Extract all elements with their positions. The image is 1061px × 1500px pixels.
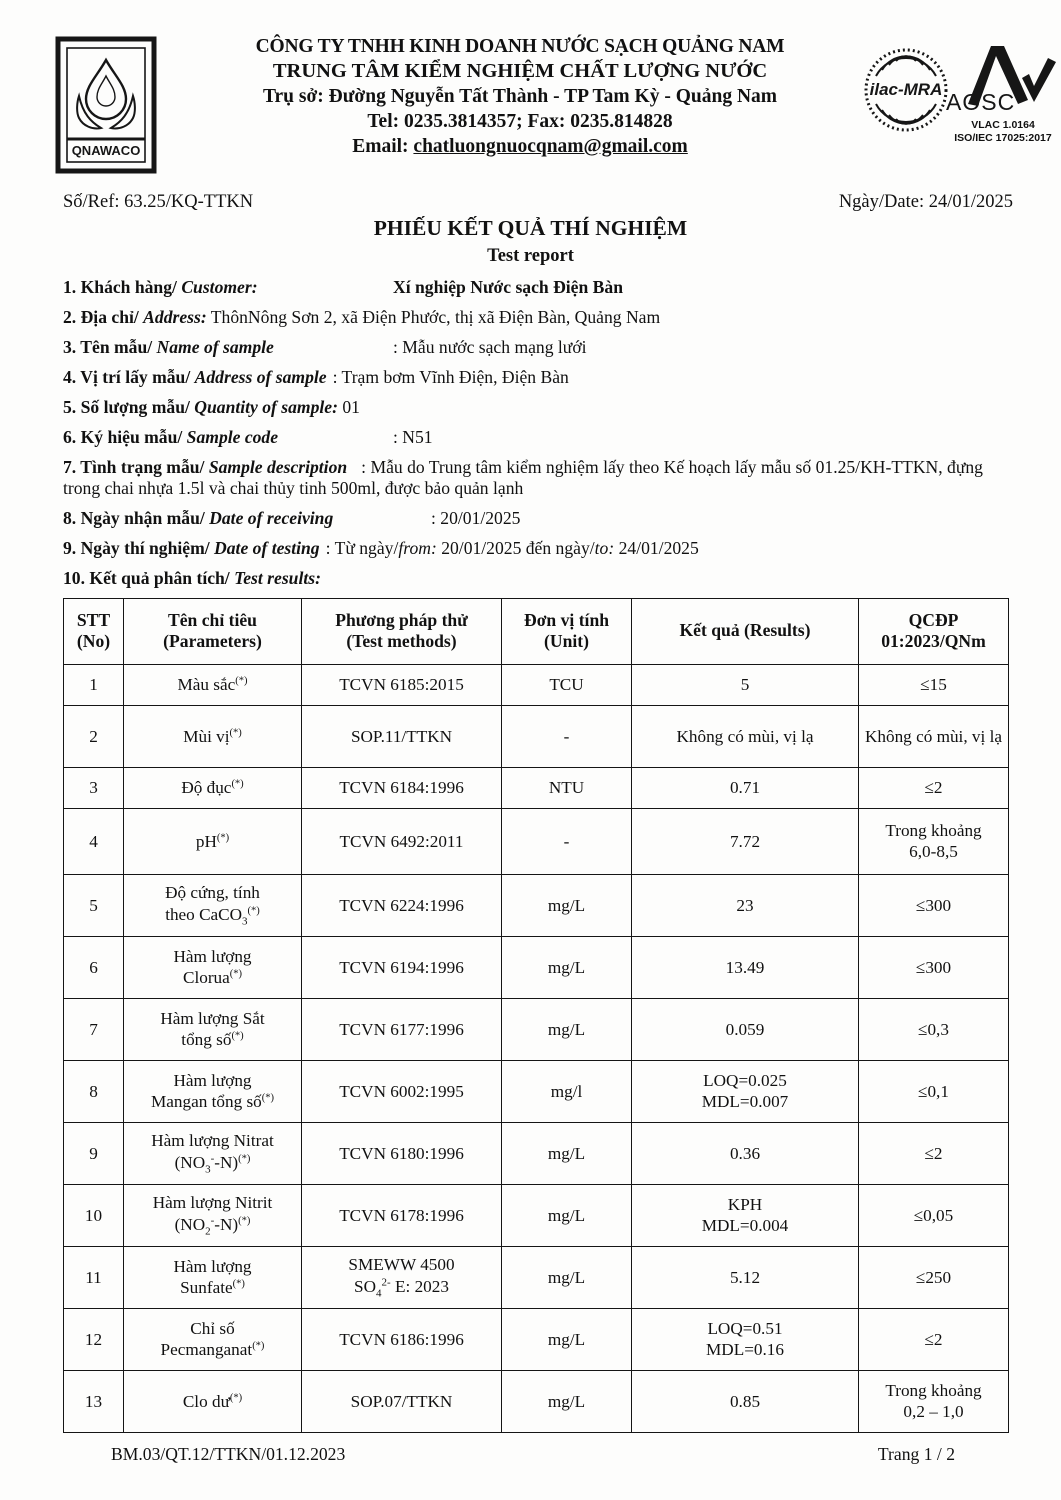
label-vi: 10. Kết quả phân tích/	[63, 568, 230, 589]
cell-no: 10	[64, 1184, 124, 1246]
letterhead	[180, 36, 860, 158]
cell-limit: ≤2	[859, 1308, 1009, 1370]
info-value	[326, 538, 699, 558]
info-value: : Trạm bơm Vĩnh Điện, Điện Bàn	[332, 366, 569, 387]
label-vi: 9. Ngày thí nghiệm/	[63, 538, 210, 559]
table-row	[64, 1246, 1009, 1308]
cell-unit: mg/l	[502, 1060, 632, 1122]
cell-param: Hàm lượng Nitrit $(NO_2^--N)^{(*)}$	[124, 1184, 302, 1246]
cell-no: 9	[64, 1122, 124, 1184]
cell-method: TCVN 6184:1996	[302, 767, 502, 808]
label-en: Address:	[143, 306, 207, 327]
cell-limit: ≤250	[859, 1246, 1009, 1308]
qnawaco-logo	[55, 36, 157, 174]
cell-no: 3	[64, 767, 124, 808]
cell-method: TCVN 6224:1996	[302, 874, 502, 936]
table-row	[64, 1060, 1009, 1122]
label-vi: 6. Ký hiệu mẫu/	[63, 426, 183, 447]
cell-method: SOP.11/TTKN	[302, 705, 502, 767]
cell-unit: TCU	[502, 664, 632, 705]
cell-param: Màu sắc(*)	[124, 664, 302, 705]
cell-no: 7	[64, 998, 124, 1060]
cell-param: Hàm lượng Mangan tổng số(*)	[124, 1060, 302, 1122]
results-table	[63, 598, 1009, 1433]
cell-param: Chỉ số Pecmanganat(*)	[124, 1308, 302, 1370]
cell-no: 6	[64, 936, 124, 998]
cell-no: 2	[64, 705, 124, 767]
cell-result: 5.12	[632, 1246, 859, 1308]
info-item-quantity	[63, 397, 1013, 418]
cell-no: 12	[64, 1308, 124, 1370]
cell-no: 4	[64, 808, 124, 874]
cell-result: LOQ=0.51 MDL=0.16	[632, 1308, 859, 1370]
label-en: Customer:	[181, 277, 258, 297]
info-item-address	[63, 307, 1013, 328]
table-row	[64, 1370, 1009, 1432]
label-vi: 3. Tên mẫu/	[63, 336, 153, 357]
cell-limit: ≤2	[859, 767, 1009, 808]
cell-unit: mg/L	[502, 1246, 632, 1308]
cell-unit: -	[502, 808, 632, 874]
form-code: BM.03/QT.12/TTKN/01.12.2023	[111, 1443, 346, 1464]
cell-no: 11	[64, 1246, 124, 1308]
info-value: : Mẫu do Trung tâm kiểm nghiệm lấy theo Kế hoạch lấy mẫu số 01.25/KH-TTKN, đựng trong chai nhựa 1.5l và chai thủy tinh 500ml, được bảo quản lạnh	[63, 456, 983, 499]
cell-param: Mùi vị(*)	[124, 705, 302, 767]
page-number: Trang 1 / 2	[877, 1443, 955, 1464]
info-item-sample-description	[63, 457, 1013, 500]
cell-limit: ≤2	[859, 1122, 1009, 1184]
value-part: : Từ ngày/	[325, 538, 399, 559]
cell-limit: Trong khoảng 0,2 – 1,0	[859, 1370, 1009, 1432]
ilac-mra-text: ilac-MRA	[869, 80, 943, 99]
cell-unit: mg/L	[502, 1370, 632, 1432]
label-en: Test results:	[234, 568, 321, 589]
info-item-date-testing	[63, 538, 1013, 559]
value-part: 24/01/2025	[614, 538, 699, 559]
info-value: : 20/01/2025	[431, 508, 521, 529]
label-en: Sample description	[208, 456, 348, 477]
vlac-code: VLAC 1.0164	[971, 119, 1035, 131]
cell-result: 13.49	[632, 936, 859, 998]
tel-fax: Tel: 0235.3814357; Fax: 0235.814828	[367, 111, 673, 132]
iso-standard: ISO/IEC 17025:2017	[954, 132, 1052, 145]
cell-limit: ≤300	[859, 936, 1009, 998]
doc-ref: Số/Ref: 63.25/KQ-TTKN	[63, 192, 254, 212]
cell-method: TCVN 6178:1996	[302, 1184, 502, 1246]
table-row	[64, 1122, 1009, 1184]
aosc-mark-icon	[944, 38, 1061, 114]
cell-param: Độ đục(*)	[124, 767, 302, 808]
cell-limit: ≤0,05	[859, 1184, 1009, 1246]
cell-unit: mg/L	[502, 874, 632, 936]
label-en: Name of sample	[156, 336, 274, 357]
cell-limit: ≤300	[859, 874, 1009, 936]
value-part: 20/01/2025 đến ngày/	[436, 538, 595, 559]
cell-param: Hàm lượng Sunfate(*)	[124, 1246, 302, 1308]
label-vi: 7. Tình trạng mẫu/	[63, 456, 205, 477]
cell-param: Độ cứng, tính theo CaCO$_3$(*)	[124, 874, 302, 936]
label-en: Quantity of sample:	[194, 396, 338, 417]
cell-method: SOP.07/TTKN	[302, 1370, 502, 1432]
page-footer	[63, 1444, 1013, 1465]
aosc-text: AOSC	[946, 89, 1016, 114]
cell-limit: ≤0,1	[859, 1060, 1009, 1122]
cell-method: TCVN 6185:2015	[302, 664, 502, 705]
info-item-sample-name	[63, 337, 1013, 358]
cell-unit: mg/L	[502, 998, 632, 1060]
col-results: Kết quả (Results)	[632, 598, 859, 664]
table-row	[64, 664, 1009, 705]
stamp-text: QNAWACO	[71, 143, 141, 158]
cell-result: 0.36	[632, 1122, 859, 1184]
label-en: Date of testing	[214, 538, 320, 559]
cell-no: 8	[64, 1060, 124, 1122]
email-link[interactable]: chatluongnuocqnam@gmail.com	[413, 136, 688, 157]
label-vi: 8. Ngày nhận mẫu/	[63, 508, 205, 529]
cell-result: LOQ=0.025 MDL=0.007	[632, 1060, 859, 1122]
col-parameters: Tên chỉ tiêu (Parameters)	[124, 598, 302, 664]
label-en: Date of receiving	[209, 508, 334, 529]
cell-method: TCVN 6194:1996	[302, 936, 502, 998]
cell-no: 5	[64, 874, 124, 936]
cell-method: TCVN 6002:1995	[302, 1060, 502, 1122]
info-value: Xí nghiệp Nước sạch Điện Bàn	[393, 277, 623, 297]
cell-param: Clo dư(*)	[124, 1370, 302, 1432]
cell-unit: -	[502, 705, 632, 767]
table-row	[64, 808, 1009, 874]
col-limit: QCĐP 01:2023/QNm	[859, 598, 1009, 664]
table-row	[64, 767, 1009, 808]
cell-limit: Không có mùi, vị lạ	[859, 705, 1009, 767]
cell-unit: NTU	[502, 767, 632, 808]
doc-date: Ngày/Date: 24/01/2025	[838, 192, 1013, 212]
info-item-customer	[63, 277, 1013, 298]
col-methods: Phương pháp thử (Test methods)	[302, 598, 502, 664]
cell-result: KPH MDL=0.004	[632, 1184, 859, 1246]
cell-param: pH(*)	[124, 808, 302, 874]
label-en: Sample code	[186, 426, 279, 447]
info-item-sample-code	[63, 427, 1013, 448]
value-part-italic: to:	[594, 538, 615, 559]
cell-limit: ≤0,3	[859, 998, 1009, 1060]
cell-result: 5	[632, 664, 859, 705]
info-item-date-receiving	[63, 508, 1013, 529]
info-item-sample-address	[63, 367, 1013, 388]
cell-method: TCVN 6177:1996	[302, 998, 502, 1060]
cell-result: 0.71	[632, 767, 859, 808]
col-stt: STT (No)	[64, 598, 124, 664]
info-value: : Mẫu nước sạch mạng lưới	[393, 336, 587, 357]
cell-param: Hàm lượng Clorua(*)	[124, 936, 302, 998]
cell-no: 13	[64, 1370, 124, 1432]
water-drop-icon	[86, 60, 126, 119]
table-row	[64, 1308, 1009, 1370]
label-vi: 4. Vị trí lấy mẫu/	[63, 366, 191, 387]
info-value: 01	[337, 396, 360, 417]
info-value: : N51	[393, 426, 433, 447]
company-name: CÔNG TY TNHH KINH DOANH NƯỚC SẠCH QUẢNG NAM	[255, 36, 785, 57]
table-row	[64, 998, 1009, 1060]
aosc-logo	[944, 38, 1061, 145]
info-item-test-results	[63, 568, 1013, 589]
page-subtitle: Test report	[487, 246, 574, 266]
email-line	[180, 136, 860, 158]
cell-result: Không có mùi, vị lạ	[632, 705, 859, 767]
value-part-italic: from:	[398, 538, 437, 559]
table-header-row	[64, 598, 1009, 664]
label-vi: 2. Địa chỉ/	[63, 306, 139, 327]
label-vi: 5. Số lượng mẫu/	[63, 396, 190, 417]
report-body	[63, 277, 1013, 1465]
ilac-mra-logo	[864, 42, 948, 138]
table-row	[64, 874, 1009, 936]
col-unit: Đơn vị tính (Unit)	[502, 598, 632, 664]
office-address: Trụ sở: Đường Nguyễn Tất Thành - TP Tam Kỳ - Quảng Nam	[262, 86, 778, 107]
cell-method: SMEWW 4500 $SO_4^{2-}$ E: 2023	[302, 1246, 502, 1308]
info-value: ThônNông Sơn 2, xã Điện Phước, thị xã Điện Bàn, Quảng Nam	[206, 306, 661, 327]
cell-unit: mg/L	[502, 1122, 632, 1184]
page-title: PHIẾU KẾT QUẢ THÍ NGHIỆM	[373, 216, 688, 240]
cell-method: TCVN 6180:1996	[302, 1122, 502, 1184]
cell-unit: mg/L	[502, 936, 632, 998]
table-row	[64, 1184, 1009, 1246]
cell-param: Hàm lượng Sắt tổng số(*)	[124, 998, 302, 1060]
cell-limit: ≤15	[859, 664, 1009, 705]
cell-unit: mg/L	[502, 1308, 632, 1370]
cell-result: 7.72	[632, 808, 859, 874]
cell-method: TCVN 6492:2011	[302, 808, 502, 874]
table-row	[64, 936, 1009, 998]
email-label: Email:	[352, 136, 409, 157]
label-en: Address of sample	[194, 366, 327, 387]
table-row	[64, 705, 1009, 767]
center-name: TRUNG TÂM KIỂM NGHIỆM CHẤT LƯỢNG NƯỚC	[272, 60, 768, 82]
cell-no: 1	[64, 664, 124, 705]
cell-param: Hàm lượng Nitrat $(NO_3^--N)^{(*)}$	[124, 1122, 302, 1184]
cell-method: TCVN 6186:1996	[302, 1308, 502, 1370]
cell-result: 0.85	[632, 1370, 859, 1432]
cell-limit: Trong khoảng 6,0-8,5	[859, 808, 1009, 874]
ref-row	[63, 192, 1013, 213]
label-vi: 1. Khách hàng/	[63, 277, 177, 297]
cell-result: 0.059	[632, 998, 859, 1060]
cell-result: 23	[632, 874, 859, 936]
cell-unit: mg/L	[502, 1184, 632, 1246]
